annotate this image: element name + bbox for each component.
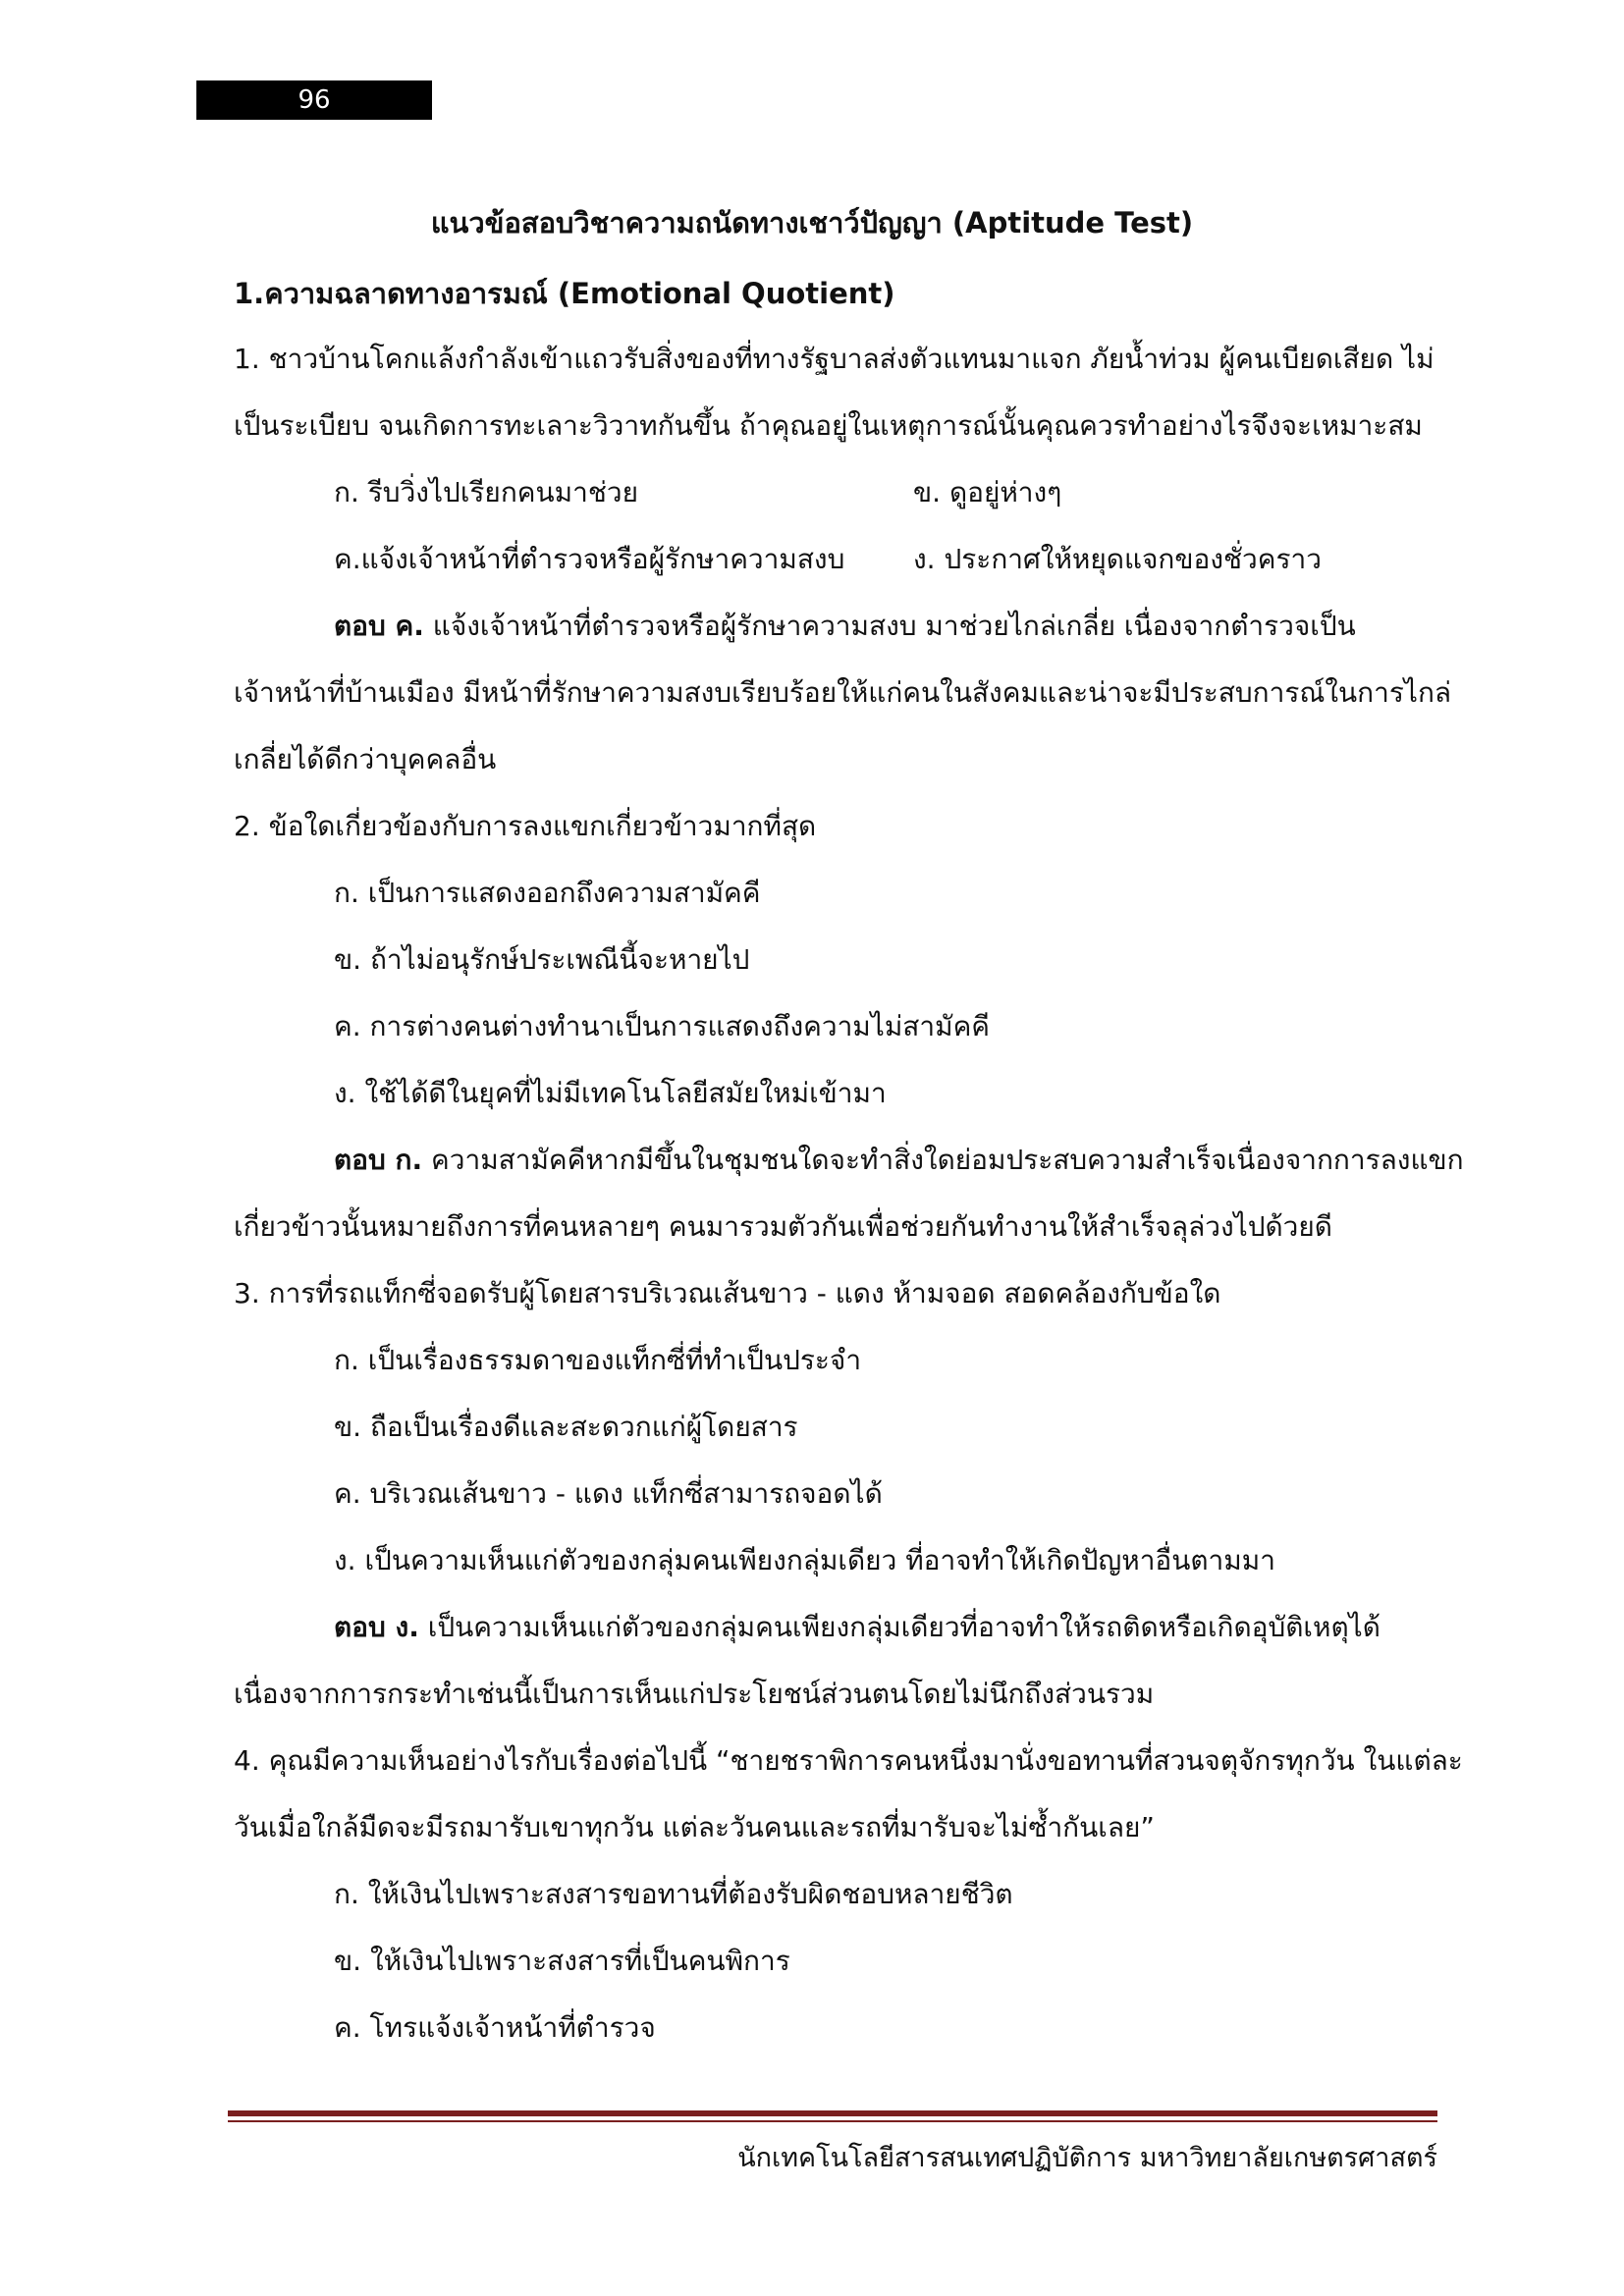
question-3-answer — [334, 1606, 1380, 1649]
answer-label: ตอบ ก. — [334, 1144, 423, 1176]
question-4-option-c: ค. โทรแจ้งเจ้าหน้าที่ตำรวจ — [334, 2011, 656, 2044]
question-1-answer — [334, 605, 1356, 648]
footer-divider — [228, 2110, 1437, 2116]
page-title: แนวข้อสอบวิชาความถนัดทางเชาว์ปัญญา (Aptitude Test) — [430, 206, 1194, 240]
question-2-option-c: ค. การต่างคนต่างทำนาเป็นการแสดงถึงความไม่สามัคคี — [334, 1010, 991, 1042]
question-2-answer — [334, 1139, 1464, 1182]
question-1-option-c: ค.แจ้งเจ้าหน้าที่ตำรวจหรือผู้รักษาความสงบ — [334, 543, 845, 575]
question-3-option-c: ค. บริเวณเส้นขาว - แดง แท็กซี่สามารถจอดได้ — [334, 1477, 883, 1510]
question-1-option-b: ข. ดูอยู่ห่างๆ — [913, 476, 1062, 508]
answer-text: ความสามัคคีหากมีขึ้นในชุมชนใดจะทำสิ่งใดย่อมประสบความสำเร็จเนื่องจากการลงแขก — [422, 1144, 1464, 1176]
question-3-text: 3. การที่รถแท็กซี่จอดรับผู้โดยสารบริเวณเส้นขาว - แดง ห้ามจอด สอดคล้องกับข้อใด — [234, 1277, 1221, 1309]
question-2-option-a: ก. เป็นการแสดงออกถึงความสามัคคี — [334, 877, 761, 909]
question-4-option-a: ก. ให้เงินไปเพราะสงสารขอทานที่ต้องรับผิดชอบหลายชีวิต — [334, 1878, 1013, 1910]
question-2-option-b: ข. ถ้าไม่อนุรักษ์ประเพณีนี้จะหายไป — [334, 943, 750, 976]
footer-divider-thin — [228, 2120, 1437, 2122]
section-heading: 1.ความฉลาดทางอารมณ์ (Emotional Quotient) — [234, 277, 895, 310]
question-1-answer-cont: เจ้าหน้าที่บ้านเมือง มีหน้าที่รักษาความสงบเรียบร้อยให้แก่คนในสังคมและน่าจะมีประสบการณ์ในการไกล่ — [234, 676, 1452, 709]
question-3-option-d: ง. เป็นความเห็นแก่ตัวของกลุ่มคนเพียงกลุ่มเดียว ที่อาจทำให้เกิดปัญหาอื่นตามมา — [334, 1544, 1275, 1576]
question-3-answer-cont: เนื่องจากการกระทำเช่นนี้เป็นการเห็นแก่ประโยชน์ส่วนตนโดยไม่นึกถึงส่วนรวม — [234, 1678, 1155, 1710]
question-1-option-a: ก. รีบวิ่งไปเรียกคนมาช่วย — [334, 476, 638, 508]
answer-text: เป็นความเห็นแก่ตัวของกลุ่มคนเพียงกลุ่มเดียวที่อาจทำให้รถติดหรือเกิดอุบัติเหตุได้ — [418, 1611, 1380, 1643]
question-1-text-cont: เป็นระเบียบ จนเกิดการทะเลาะวิวาทกันขึ้น ถ้าคุณอยู่ในเหตุการณ์นั้นคุณควรทำอย่างไรจึงจะเหมาะสม — [234, 409, 1423, 442]
question-2-text: 2. ข้อใดเกี่ยวข้องกับการลงแขกเกี่ยวข้าวมากที่สุด — [234, 810, 817, 842]
question-4-option-b: ข. ให้เงินไปเพราะสงสารที่เป็นคนพิการ — [334, 1945, 790, 1977]
answer-text: แจ้งเจ้าหน้าที่ตำรวจหรือผู้รักษาความสงบ มาช่วยไกล่เกลี่ย เนื่องจากตำรวจเป็น — [423, 610, 1356, 642]
question-4-text: 4. คุณมีความเห็นอย่างไรกับเรื่องต่อไปนี้ “ชายชราพิการคนหนึ่งมานั่งขอทานที่สวนจตุจักรทุกวัน ในแต่ละ — [234, 1744, 1463, 1777]
question-3-option-a: ก. เป็นเรื่องธรรมดาของแท็กซี่ที่ทำเป็นประจำ — [334, 1344, 862, 1376]
question-1-text: 1. ชาวบ้านโคกแล้งกำลังเข้าแถวรับสิ่งของที่ทางรัฐบาลส่งตัวแทนมาแจก ภัยน้ำท่วม ผู้คนเบียดเสียด ไม่ — [234, 343, 1435, 375]
question-2-answer-cont: เกี่ยวข้าวนั้นหมายถึงการที่คนหลายๆ คนมารวมตัวกันเพื่อช่วยกันทำงานให้สำเร็จลุล่วงไปด้วยดี — [234, 1210, 1332, 1243]
question-3-option-b: ข. ถือเป็นเรื่องดีและสะดวกแก่ผู้โดยสาร — [334, 1411, 798, 1443]
answer-label: ตอบ ค. — [334, 610, 424, 642]
question-2-option-d: ง. ใช้ได้ดีในยุคที่ไม่มีเทคโนโลยีสมัยใหม่เข้ามา — [334, 1077, 887, 1109]
question-1-answer-cont: เกลี่ยได้ดีกว่าบุคคลอื่น — [234, 743, 497, 775]
question-1-option-d: ง. ประกาศให้หยุดแจกของชั่วคราว — [913, 543, 1322, 575]
footer-text: นักเทคโนโลยีสารสนเทศปฏิบัติการ มหาวิทยาลัยเกษตรศาสตร์ — [737, 2143, 1437, 2173]
question-4-text-cont: วันเมื่อใกล้มืดจะมีรถมารับเขาทุกวัน แต่ละวันคนและรถที่มารับจะไม่ซ้ำกันเลย” — [234, 1811, 1155, 1843]
answer-label: ตอบ ง. — [334, 1611, 419, 1643]
page-number: 96 — [196, 80, 432, 120]
